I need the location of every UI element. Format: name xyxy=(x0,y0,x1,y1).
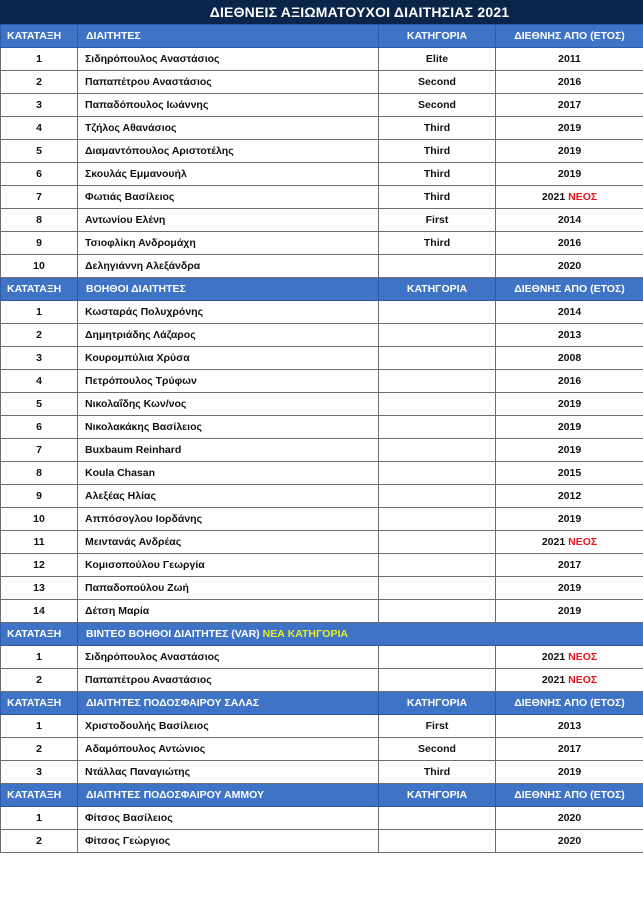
year-value: 2021 xyxy=(541,191,566,203)
header-rank: ΚΑΤΑΤΑΞΗ xyxy=(1,623,78,646)
page-title: ΔΙΕΘΝΕΙΣ ΑΞΙΩΜΑΤΟΥΧΟΙ ΔΙΑΙΤΗΣΙΑΣ 2021 xyxy=(209,4,510,20)
table-row xyxy=(1,738,643,761)
new-badge: ΝΕΟΣ xyxy=(568,191,598,203)
name-cell: Δημητριάδης Λάζαρος xyxy=(78,324,379,347)
category-cell xyxy=(379,301,496,324)
rank-cell: 6 xyxy=(1,163,78,186)
category-cell xyxy=(379,462,496,485)
table-row xyxy=(1,232,643,255)
year-value: 2019 xyxy=(557,145,582,157)
name-cell: Μειντανάς Ανδρέας xyxy=(78,531,379,554)
year-cell xyxy=(496,715,643,738)
name-cell: Koula Chasan xyxy=(78,462,379,485)
name-cell: Σιδηρόπουλος Αναστάσιος xyxy=(78,48,379,71)
year-cell xyxy=(496,508,643,531)
category-cell xyxy=(379,531,496,554)
name-cell: Τσιοφλίκη Ανδρομάχη xyxy=(78,232,379,255)
table-row xyxy=(1,462,643,485)
title-left-block xyxy=(0,0,76,24)
name-cell: Αππόσογλου Ιορδάνης xyxy=(78,508,379,531)
name-cell: Δέτση Μαρία xyxy=(78,600,379,623)
year-value: 2016 xyxy=(557,375,582,387)
category-cell: Third xyxy=(379,186,496,209)
name-cell: Φωτιάς Βασίλειος xyxy=(78,186,379,209)
category-cell xyxy=(379,669,496,692)
name-cell: Νικολακάκης Βασίλειος xyxy=(78,416,379,439)
category-cell: Elite xyxy=(379,48,496,71)
year-cell xyxy=(496,439,643,462)
rank-cell: 10 xyxy=(1,255,78,278)
name-cell: Ντάλλας Παναγιώτης xyxy=(78,761,379,784)
table-row xyxy=(1,209,643,232)
year-value: 2019 xyxy=(557,168,582,180)
name-cell: Διαμαντόπουλος Αριστοτέλης xyxy=(78,140,379,163)
category-cell: Second xyxy=(379,71,496,94)
header-rank: ΚΑΤΑΤΑΞΗ xyxy=(1,25,78,48)
category-cell: Third xyxy=(379,761,496,784)
new-badge: ΝΕΟΣ xyxy=(568,651,598,663)
year-cell xyxy=(496,577,643,600)
section-header xyxy=(1,784,643,807)
header-year: ΔΙΕΘΝΗΣ ΑΠΟ (ΕΤΟΣ) xyxy=(496,692,643,715)
year-value: 2014 xyxy=(557,306,582,318)
year-value: 2019 xyxy=(557,444,582,456)
rank-cell: 7 xyxy=(1,186,78,209)
name-cell: Χριστοδουλής Βασίλειος xyxy=(78,715,379,738)
table-row xyxy=(1,439,643,462)
year-cell xyxy=(496,761,643,784)
year-value: 2019 xyxy=(557,766,582,778)
header-year: ΔΙΕΘΝΗΣ ΑΠΟ (ΕΤΟΣ) xyxy=(496,25,643,48)
table-row xyxy=(1,94,643,117)
section-header xyxy=(1,25,643,48)
name-cell: Δεληγιάννη Αλεξάνδρα xyxy=(78,255,379,278)
section-header xyxy=(1,692,643,715)
year-value: 2014 xyxy=(557,214,582,226)
category-cell: Second xyxy=(379,738,496,761)
name-cell: Αλεξέας Ηλίας xyxy=(78,485,379,508)
rank-cell: 5 xyxy=(1,140,78,163)
year-cell xyxy=(496,646,643,669)
year-value: 2020 xyxy=(557,260,582,272)
table-row xyxy=(1,531,643,554)
table-row xyxy=(1,807,643,830)
year-cell xyxy=(496,347,643,370)
category-cell xyxy=(379,347,496,370)
year-cell xyxy=(496,416,643,439)
name-cell: Παπαπέτρου Αναστάσιος xyxy=(78,71,379,94)
rank-cell: 3 xyxy=(1,94,78,117)
year-cell xyxy=(496,600,643,623)
section-header xyxy=(1,278,643,301)
category-cell xyxy=(379,255,496,278)
rank-cell: 10 xyxy=(1,508,78,531)
year-cell xyxy=(496,830,643,853)
category-cell: First xyxy=(379,209,496,232)
year-value: 2019 xyxy=(557,605,582,617)
header-section-name: ΔΙΑΙΤΗΤΕΣ ΠΟΔΟΣΦΑΙΡΟΥ ΑΜΜΟΥ xyxy=(78,784,379,807)
year-cell xyxy=(496,71,643,94)
header-section-name: ΔΙΑΙΤΗΤΕΣ ΠΟΔΟΣΦΑΙΡΟΥ ΣΑΛΑΣ xyxy=(78,692,379,715)
table-row xyxy=(1,600,643,623)
header-category: ΚΑΤΗΓΟΡΙΑ xyxy=(379,692,496,715)
table-row xyxy=(1,117,643,140)
title-bar xyxy=(0,0,643,24)
new-badge: ΝΕΟΣ xyxy=(568,674,598,686)
rank-cell: 12 xyxy=(1,554,78,577)
year-value: 2019 xyxy=(557,122,582,134)
category-cell xyxy=(379,439,496,462)
name-cell: Σκουλάς Εμμανουήλ xyxy=(78,163,379,186)
header-section-title xyxy=(78,623,643,646)
rank-cell: 2 xyxy=(1,71,78,94)
year-value: 2020 xyxy=(557,812,582,824)
rank-cell: 1 xyxy=(1,715,78,738)
year-value: 2016 xyxy=(557,76,582,88)
table-row xyxy=(1,715,643,738)
year-value: 2019 xyxy=(557,398,582,410)
name-cell: Κουρομπύλια Χρύσα xyxy=(78,347,379,370)
rank-cell: 2 xyxy=(1,324,78,347)
category-cell xyxy=(379,577,496,600)
header-rank: ΚΑΤΑΤΑΞΗ xyxy=(1,692,78,715)
rank-cell: 9 xyxy=(1,232,78,255)
table-row xyxy=(1,669,643,692)
rank-cell: 1 xyxy=(1,646,78,669)
category-cell: Second xyxy=(379,94,496,117)
table-row xyxy=(1,301,643,324)
name-cell: Πετρόπουλος Τρύφων xyxy=(78,370,379,393)
table-row xyxy=(1,71,643,94)
header-section-name: ΒΟΗΘΟΙ ΔΙΑΙΤΗΤΕΣ xyxy=(78,278,379,301)
name-cell: Παπαδόπουλος Ιωάννης xyxy=(78,94,379,117)
rank-cell: 4 xyxy=(1,370,78,393)
year-cell xyxy=(496,209,643,232)
rank-cell: 6 xyxy=(1,416,78,439)
table-row xyxy=(1,140,643,163)
rank-cell: 3 xyxy=(1,761,78,784)
year-cell xyxy=(496,554,643,577)
year-value: 2011 xyxy=(558,53,581,65)
table-row xyxy=(1,186,643,209)
name-cell: Αδαμόπουλος Αντώνιος xyxy=(78,738,379,761)
header-category: ΚΑΤΗΓΟΡΙΑ xyxy=(379,25,496,48)
year-cell xyxy=(496,462,643,485)
table-row xyxy=(1,370,643,393)
year-value: 2019 xyxy=(557,513,582,525)
rank-cell: 9 xyxy=(1,485,78,508)
year-value: 2021 xyxy=(541,651,566,663)
year-value: 2021 xyxy=(541,674,566,686)
year-value: 2008 xyxy=(557,352,582,364)
name-cell: Σιδηρόπουλος Αναστάσιος xyxy=(78,646,379,669)
header-section-name: ΒΙΝΤΕΟ ΒΟΗΘΟΙ ΔΙΑΙΤΗΤΕΣ (VAR) xyxy=(86,628,260,640)
rank-cell: 4 xyxy=(1,117,78,140)
referees-table xyxy=(0,24,643,853)
year-cell xyxy=(496,370,643,393)
rank-cell: 7 xyxy=(1,439,78,462)
year-cell xyxy=(496,531,643,554)
year-value: 2013 xyxy=(557,329,582,341)
rank-cell: 5 xyxy=(1,393,78,416)
category-cell xyxy=(379,807,496,830)
year-cell xyxy=(496,301,643,324)
name-cell: Αντωνίου Ελένη xyxy=(78,209,379,232)
table-row xyxy=(1,508,643,531)
header-year: ΔΙΕΘΝΗΣ ΑΠΟ (ΕΤΟΣ) xyxy=(496,784,643,807)
name-cell: Παπαδοπούλου Ζωή xyxy=(78,577,379,600)
category-cell xyxy=(379,370,496,393)
rank-cell: 11 xyxy=(1,531,78,554)
category-cell xyxy=(379,830,496,853)
section-header xyxy=(1,623,643,646)
year-value: 2021 xyxy=(541,536,566,548)
year-cell xyxy=(496,393,643,416)
name-cell: Τζήλος Αθανάσιος xyxy=(78,117,379,140)
category-cell: First xyxy=(379,715,496,738)
category-cell xyxy=(379,508,496,531)
year-value: 2019 xyxy=(557,421,582,433)
category-cell xyxy=(379,393,496,416)
year-cell xyxy=(496,232,643,255)
year-cell xyxy=(496,485,643,508)
rank-cell: 14 xyxy=(1,600,78,623)
name-cell: Παπαπέτρου Αναστάσιος xyxy=(78,669,379,692)
year-cell xyxy=(496,186,643,209)
table-row xyxy=(1,577,643,600)
table-row xyxy=(1,255,643,278)
year-cell xyxy=(496,807,643,830)
rank-cell: 3 xyxy=(1,347,78,370)
year-value: 2017 xyxy=(557,99,582,111)
name-cell: Κομισοπούλου Γεωργία xyxy=(78,554,379,577)
header-rank: ΚΑΤΑΤΑΞΗ xyxy=(1,784,78,807)
header-year: ΔΙΕΘΝΗΣ ΑΠΟ (ΕΤΟΣ) xyxy=(496,278,643,301)
year-value: 2020 xyxy=(557,835,582,847)
year-value: 2015 xyxy=(557,467,582,479)
year-value: 2013 xyxy=(557,720,582,732)
rank-cell: 2 xyxy=(1,669,78,692)
category-cell xyxy=(379,324,496,347)
rank-cell: 8 xyxy=(1,462,78,485)
table-row xyxy=(1,48,643,71)
year-value: 2019 xyxy=(557,582,582,594)
year-cell xyxy=(496,94,643,117)
rank-cell: 2 xyxy=(1,738,78,761)
category-cell: Third xyxy=(379,117,496,140)
name-cell: Φίτσος Βασίλειος xyxy=(78,807,379,830)
category-cell xyxy=(379,416,496,439)
name-cell: Νικολαΐδης Κων/νος xyxy=(78,393,379,416)
rank-cell: 8 xyxy=(1,209,78,232)
category-cell xyxy=(379,485,496,508)
name-cell: Φίτσος Γεώργιος xyxy=(78,830,379,853)
category-cell: Third xyxy=(379,163,496,186)
table-row xyxy=(1,416,643,439)
category-cell: Third xyxy=(379,140,496,163)
rank-cell: 2 xyxy=(1,830,78,853)
year-cell xyxy=(496,669,643,692)
header-section-name: ΔΙΑΙΤΗΤΕΣ xyxy=(78,25,379,48)
category-cell xyxy=(379,600,496,623)
year-value: 2012 xyxy=(557,490,582,502)
year-value: 2017 xyxy=(557,559,582,571)
year-value: 2017 xyxy=(557,743,582,755)
new-badge: ΝΕΟΣ xyxy=(568,536,598,548)
year-cell xyxy=(496,48,643,71)
table-row xyxy=(1,393,643,416)
table-row xyxy=(1,324,643,347)
table-row xyxy=(1,485,643,508)
table-row xyxy=(1,761,643,784)
referees-table-body xyxy=(1,25,643,853)
year-value: 2016 xyxy=(557,237,582,249)
rank-cell: 1 xyxy=(1,301,78,324)
table-row xyxy=(1,347,643,370)
category-cell: Third xyxy=(379,232,496,255)
header-category: ΚΑΤΗΓΟΡΙΑ xyxy=(379,784,496,807)
new-category-badge: ΝΕΑ ΚΑΤΗΓΟΡΙΑ xyxy=(262,628,348,640)
name-cell: Buxbaum Reinhard xyxy=(78,439,379,462)
table-row xyxy=(1,646,643,669)
category-cell xyxy=(379,646,496,669)
category-cell xyxy=(379,554,496,577)
rank-cell: 1 xyxy=(1,807,78,830)
table-row xyxy=(1,830,643,853)
table-row xyxy=(1,554,643,577)
rank-cell: 13 xyxy=(1,577,78,600)
header-rank: ΚΑΤΑΤΑΞΗ xyxy=(1,278,78,301)
year-cell xyxy=(496,255,643,278)
year-cell xyxy=(496,163,643,186)
year-cell xyxy=(496,324,643,347)
table-row xyxy=(1,163,643,186)
year-cell xyxy=(496,738,643,761)
year-cell xyxy=(496,117,643,140)
rank-cell: 1 xyxy=(1,48,78,71)
name-cell: Κωσταράς Πολυχρόνης xyxy=(78,301,379,324)
year-cell xyxy=(496,140,643,163)
header-category: ΚΑΤΗΓΟΡΙΑ xyxy=(379,278,496,301)
